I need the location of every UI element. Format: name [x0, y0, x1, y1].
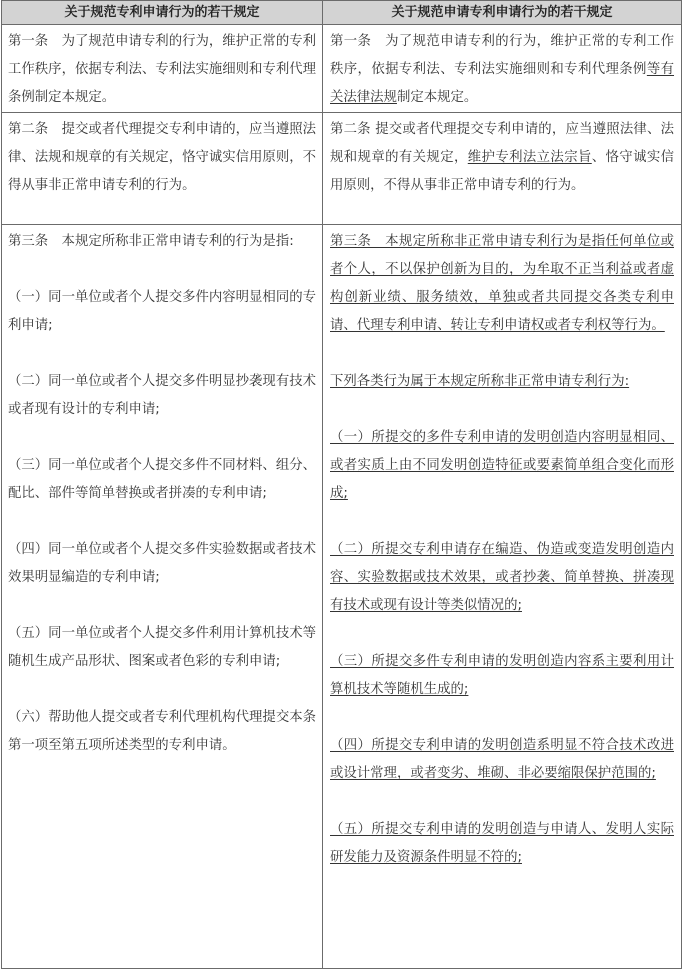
- right-article-3-intro: 第三条 本规定所称非正常申请专利行为是指任何单位或者个人，不以保护创新为目的，为牟取不正当利益或者虚构创新业绩、服务绩效，单独或者共同提交各类专利申请、代理专利申请、转让专利申请权或者专利权等行为。: [330, 234, 674, 333]
- left-article-3-item-6: （六）帮助他人提交或者专利代理机构代理提交本条第一项至第五项所述类型的专利申请。: [8, 710, 316, 753]
- right-text-article-2: [330, 116, 674, 200]
- right-text-article-2-a: 第二条 提交或者代理提交专利申请的，应当遵照法律、法规和规章的有关规定，: [330, 122, 674, 165]
- header-row: [2, 1, 682, 25]
- left-cell-article-1: [2, 25, 323, 113]
- table-row-article-1: [2, 25, 682, 113]
- table-row-article-2: [2, 113, 682, 225]
- left-article-3-intro: 第三条 本规定所称非正常申请专利的行为是指:: [8, 234, 294, 249]
- right-article-3-item-1: （一）所提交的多件专利申请的发明创造内容明显相同、或者实质上由不同发明创造特征或要素简单组合变化而形成;: [330, 430, 674, 501]
- right-cell-article-3: [323, 225, 682, 969]
- right-text-article-1: [330, 28, 674, 112]
- left-article-3-item-3: （三）同一单位或者个人提交多件不同材料、组分、配比、部件等简单替换或者拼凑的专利申请;: [8, 458, 316, 501]
- right-article-3-item-5: （五）所提交专利申请的发明创造与申请人、发明人实际研发能力及资源条件明显不符的;: [330, 822, 674, 865]
- right-article-3-item-4: （四）所提交专利申请的发明创造系明显不符合技术改进或设计常理，或者变劣、堆砌、非必要缩限保护范围的;: [330, 738, 674, 781]
- left-cell-article-3: [2, 225, 323, 969]
- left-article-3-item-2: （二）同一单位或者个人提交多件明显抄袭现有技术或者现有设计的专利申请;: [8, 374, 316, 417]
- left-article-3-item-1: （一）同一单位或者个人提交多件内容明显相同的专利申请;: [8, 290, 316, 333]
- comparison-table: [1, 0, 682, 969]
- left-cell-article-2: [2, 113, 323, 225]
- left-article-3-item-4: （四）同一单位或者个人提交多件实验数据或者技术效果明显编造的专利申请;: [8, 542, 316, 585]
- right-text-article-1-b: 制定本规定。: [396, 90, 478, 105]
- right-text-article-2-revised: 维护专利法立法宗旨: [467, 150, 592, 165]
- right-cell-article-1: [323, 25, 682, 113]
- right-column-title: 关于规范申请专利申请行为的若干规定: [323, 1, 682, 25]
- right-article-3-lead: 下列各类行为属于本规定所称非正常申请专利行为:: [330, 374, 630, 389]
- right-article-3-item-2: （二）所提交专利申请存在编造、伪造或变造发明创造内容、实验数据或技术效果，或者抄袭、简单替换、拼凑现有技术或现有设计等类似情况的;: [330, 542, 674, 613]
- left-text-article-2: 第二条 提交或者代理提交专利申请的，应当遵照法律、法规和规章的有关规定，恪守诚实信用原则，不得从事非正常申请专利的行为。: [8, 122, 316, 193]
- table-row-article-3: [2, 225, 682, 969]
- left-article-3-item-5: （五）同一单位或者个人提交多件利用计算机技术等随机生成产品形状、图案或者色彩的专利申请;: [8, 626, 316, 669]
- right-cell-article-2: [323, 113, 682, 225]
- left-text-article-1: 第一条 为了规范申请专利的行为，维护正常的专利工作秩序，依据专利法、专利法实施细则和专利代理条例制定本规定。: [8, 34, 316, 105]
- right-text-article-2-b: 、恪守诚实信用原则，不得从事非正常申请专利的行为。: [330, 150, 675, 193]
- right-text-article-1-revised: 等有关法律法规: [330, 62, 675, 105]
- right-article-3-item-3: （三）所提交多件专利申请的发明创造内容系主要利用计算机技术等随机生成的;: [330, 654, 674, 697]
- left-column-title: 关于规范专利申请行为的若干规定: [2, 1, 323, 25]
- right-text-article-1-a: 第一条 为了规范申请专利的行为，维护正常的专利工作秩序，依据专利法、专利法实施细则和专利代理条例: [330, 34, 674, 77]
